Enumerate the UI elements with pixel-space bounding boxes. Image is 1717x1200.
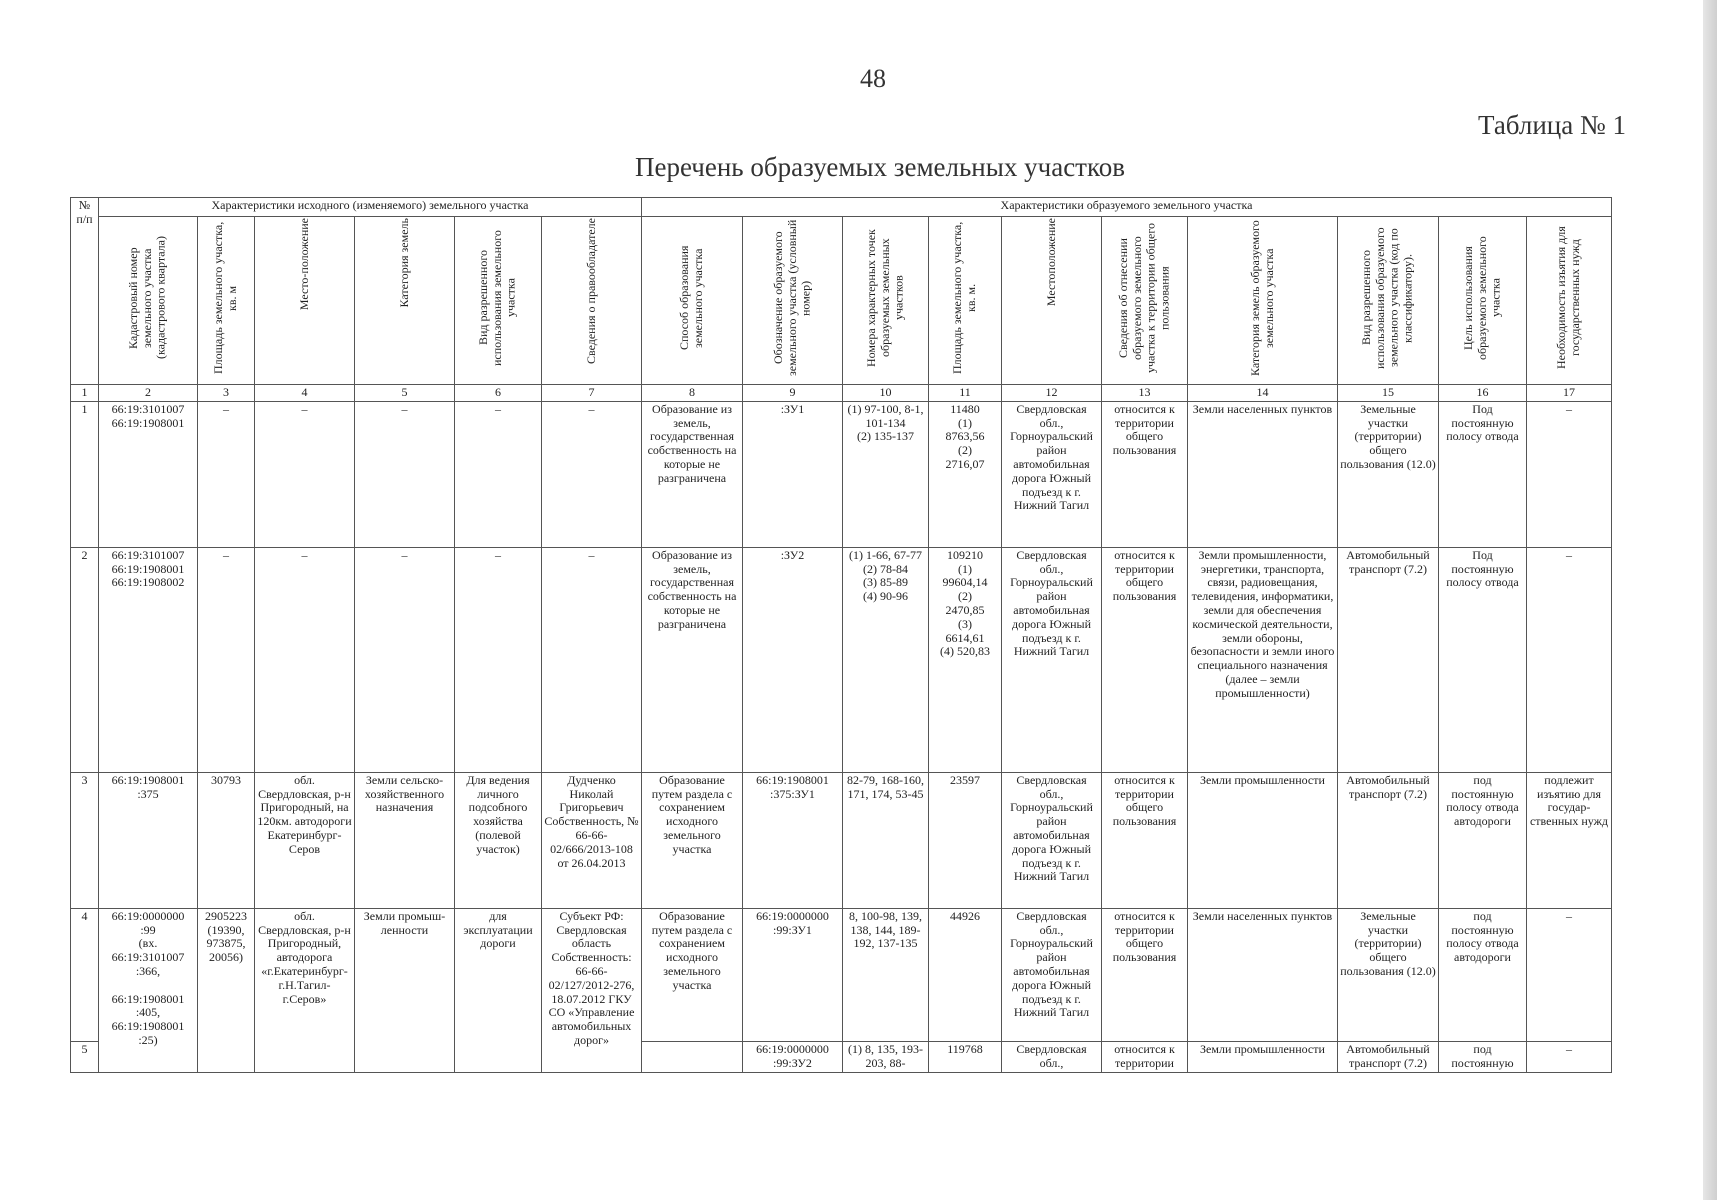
cell-purpose: Под постоянную полосу отвода xyxy=(1439,547,1527,772)
cell-formation-method: Образование из земель, государственная собственность на которые не разграничена xyxy=(642,401,743,547)
page-number: 48 xyxy=(860,64,886,93)
column-number: 15 xyxy=(1338,385,1439,402)
table-row xyxy=(71,908,1612,1041)
cell-formed-permitted-use: Земельные участки (территории) общего пользования (12.0) xyxy=(1338,908,1439,1041)
cell-public-use: относится к территории xyxy=(1102,1041,1188,1072)
row-number: 2 xyxy=(71,547,99,772)
cell-formation-method xyxy=(642,1041,743,1072)
column-number: 1 xyxy=(71,385,99,402)
cell-source-location: – xyxy=(255,401,355,547)
cell-source-location: обл. Свердловская, р-н Пригородный, автодорога «г.Екатеринбург-г.Н.Тагил-г.Серов» xyxy=(255,908,355,1072)
col-header-point-numbers: Номера характерных точек образуемых земельных участков xyxy=(843,217,929,385)
col-header-source-location: Место-положение xyxy=(255,217,355,385)
cell-formation-method: Образование путем раздела с сохранением исходного земельного участка xyxy=(642,908,743,1041)
col-header-cadastral-number: Кадастровый номер земельного участка (кадастрового квартала) xyxy=(99,217,198,385)
table-row xyxy=(71,401,1612,547)
cell-seizure: – xyxy=(1527,401,1612,547)
cell-point-numbers: (1) 8, 135, 193-203, 88- xyxy=(843,1041,929,1072)
cell-formation-method: Образование путем раздела с сохранением исходного земельного участка xyxy=(642,772,743,908)
column-number: 11 xyxy=(929,385,1002,402)
cell-formed-category: Земли населенных пунктов xyxy=(1188,908,1338,1041)
cell-seizure: подлежит изъятию для государ-ственных нужд xyxy=(1527,772,1612,908)
cell-source-location: обл. Свердловская, р-н Пригородный, на 120км. автодороги Екатеринбург-Серов xyxy=(255,772,355,908)
cell-source-area: – xyxy=(198,401,255,547)
col-header-source-area: Площадь земельного участка, кв. м xyxy=(198,217,255,385)
cell-designation: 66:19:0000000 :99:ЗУ1 xyxy=(743,908,843,1041)
cell-formed-permitted-use: Земельные участки (территории) общего пользования (12.0) xyxy=(1338,401,1439,547)
col-header-designation: Обозначение образуемого земельного участка (условный номер) xyxy=(743,217,843,385)
cell-source-category: Земли промыш-ленности xyxy=(355,908,455,1072)
cell-designation: :ЗУ2 xyxy=(743,547,843,772)
column-number: 9 xyxy=(743,385,843,402)
cell-source-area: – xyxy=(198,547,255,772)
cell-designation: 66:19:0000000 :99:ЗУ2 xyxy=(743,1041,843,1072)
cell-purpose: под постоянную полосу отвода автодороги xyxy=(1439,908,1527,1041)
column-number: 16 xyxy=(1439,385,1527,402)
cell-formed-category: Земли промышленности xyxy=(1188,772,1338,908)
cell-formed-category: Земли населенных пунктов xyxy=(1188,401,1338,547)
cell-cadastral-number: 66:19:3101007 66:19:1908001 xyxy=(99,401,198,547)
row-number: 1 xyxy=(71,401,99,547)
cell-formed-area: 119768 xyxy=(929,1041,1002,1072)
cell-formed-area: 109210 (1) 99604,14 (2) 2470,85 (3) 6614,61 (4) 520,83 xyxy=(929,547,1002,772)
cell-point-numbers: (1) 1-66, 67-77 (2) 78-84 (3) 85-89 (4) 90-96 xyxy=(843,547,929,772)
cell-source-area: 2905223 (19390, 973875, 20056) xyxy=(198,908,255,1072)
cell-purpose: под постоянную полосу отвода автодороги xyxy=(1439,772,1527,908)
column-number: 2 xyxy=(99,385,198,402)
cell-source-area: 30793 xyxy=(198,772,255,908)
col-header-purpose: Цель использования образуемого земельного участка xyxy=(1439,217,1527,385)
col-header-source-category: Категория земель xyxy=(355,217,455,385)
table-row xyxy=(71,772,1612,908)
column-number: 10 xyxy=(843,385,929,402)
column-number: 12 xyxy=(1002,385,1102,402)
col-header-owner: Сведения о правообладателе xyxy=(542,217,642,385)
cell-owner: – xyxy=(542,547,642,772)
column-number: 7 xyxy=(542,385,642,402)
cell-formed-category: Земли промышленности xyxy=(1188,1041,1338,1072)
row-number: 3 xyxy=(71,772,99,908)
column-number: 17 xyxy=(1527,385,1612,402)
cell-source-permitted-use: для эксплуатации дороги xyxy=(455,908,542,1072)
col-header-formed-area: Площадь земельного участка, кв. м. xyxy=(929,217,1002,385)
cell-public-use: относится к территории общего пользования xyxy=(1102,401,1188,547)
col-header-formed-category: Категория земель образуемого земельного участка xyxy=(1188,217,1338,385)
cell-formed-permitted-use: Автомобильный транспорт (7.2) xyxy=(1338,772,1439,908)
cell-source-permitted-use: Для ведения личного подсобного хозяйства (полевой участок) xyxy=(455,772,542,908)
cell-public-use: относится к территории общего пользования xyxy=(1102,547,1188,772)
col-header-formed-location: Местоположение xyxy=(1002,217,1102,385)
cell-formed-location: Свердловская обл., Горноуральский район автомобильная дорога Южный подъезд к г. Нижний Тагил xyxy=(1002,908,1102,1041)
cell-formed-permitted-use: Автомобильный транспорт (7.2) xyxy=(1338,1041,1439,1072)
cell-cadastral-number: 66:19:1908001 :375 xyxy=(99,772,198,908)
cell-formed-area: 44926 xyxy=(929,908,1002,1041)
cell-formed-category: Земли промышленности, энергетики, транспорта, связи, радиовещания, телевидения, информатики, земли для обеспечения космической деятельности, земли обороны, безопасности и земли иного специального назначения (далее – земли промышленности) xyxy=(1188,547,1338,772)
cell-source-permitted-use: – xyxy=(455,547,542,772)
column-number: 4 xyxy=(255,385,355,402)
document-title: Перечень образуемых земельных участков xyxy=(635,152,1125,182)
cell-seizure: – xyxy=(1527,547,1612,772)
land-plots-table-wrapper xyxy=(70,197,1612,1073)
cell-formed-location: Свердловская обл., Горноуральский район автомобильная дорога Южный подъезд к г. Нижний Тагил xyxy=(1002,401,1102,547)
group-header-formed: Характеристики образуемого земельного участка xyxy=(642,198,1612,217)
col-header-formed-permitted-use: Вид разрешенного использования образуемого земельного участка (код по классификатору). xyxy=(1338,217,1439,385)
land-plots-table xyxy=(70,197,1612,1073)
cell-source-category: – xyxy=(355,401,455,547)
cell-source-category: Земли сельско-хозяйственного назначения xyxy=(355,772,455,908)
cell-purpose: под постоянную xyxy=(1439,1041,1527,1072)
column-number: 6 xyxy=(455,385,542,402)
cell-formed-permitted-use: Автомобильный транспорт (7.2) xyxy=(1338,547,1439,772)
cell-designation: 66:19:1908001 :375:ЗУ1 xyxy=(743,772,843,908)
cell-owner: Субъект РФ: Свердловская область Собственность: 66-66-02/127/2012-276, 18.07.2012 ГКУ СО «Управление автомобильных дорог» xyxy=(542,908,642,1072)
cell-cadastral-number: 66:19:3101007 66:19:1908001 66:19:1908002 xyxy=(99,547,198,772)
row-number: 5 xyxy=(71,1041,99,1072)
col-header-formation-method: Способ образования земельного участка xyxy=(642,217,743,385)
cell-owner: Дудченко Николай Григорьевич Собственность, № 66-66-02/666/2013-108 от 26.04.2013 xyxy=(542,772,642,908)
cell-public-use: относится к территории общего пользования xyxy=(1102,908,1188,1041)
col-header-seizure: Необходимость изъятия для государственных нужд xyxy=(1527,217,1612,385)
table-label: Таблица № 1 xyxy=(1478,110,1626,140)
column-number: 8 xyxy=(642,385,743,402)
cell-cadastral-number: 66:19:0000000 :99 (вх. 66:19:3101007 :366, 66:19:1908001 :405, 66:19:1908001 :25) xyxy=(99,908,198,1072)
cell-source-permitted-use: – xyxy=(455,401,542,547)
column-number: 14 xyxy=(1188,385,1338,402)
column-number-row xyxy=(71,385,1612,402)
cell-designation: :ЗУ1 xyxy=(743,401,843,547)
header-num: № п/п xyxy=(71,198,99,385)
column-number: 5 xyxy=(355,385,455,402)
cell-formed-location: Свердловская обл., xyxy=(1002,1041,1102,1072)
group-header-source: Характеристики исходного (изменяемого) земельного участка xyxy=(99,198,642,217)
cell-formed-area: 11480 (1) 8763,56 (2) 2716,07 xyxy=(929,401,1002,547)
cell-source-location: – xyxy=(255,547,355,772)
cell-point-numbers: 82-79, 168-160, 171, 174, 53-45 xyxy=(843,772,929,908)
cell-point-numbers: (1) 97-100, 8-1, 101-134 (2) 135-137 xyxy=(843,401,929,547)
table-row xyxy=(71,547,1612,772)
cell-seizure: – xyxy=(1527,908,1612,1041)
cell-owner: – xyxy=(542,401,642,547)
cell-formation-method: Образование из земель, государственная собственность на которые не разграничена xyxy=(642,547,743,772)
cell-point-numbers: 8, 100-98, 139, 138, 144, 189-192, 137-135 xyxy=(843,908,929,1041)
row-number: 4 xyxy=(71,908,99,1041)
cell-public-use: относится к территории общего пользования xyxy=(1102,772,1188,908)
col-header-source-permitted-use: Вид разрешенного использования земельного участка xyxy=(455,217,542,385)
column-number: 13 xyxy=(1102,385,1188,402)
cell-source-category: – xyxy=(355,547,455,772)
cell-formed-area: 23597 xyxy=(929,772,1002,908)
column-number: 3 xyxy=(198,385,255,402)
cell-purpose: Под постоянную полосу отвода xyxy=(1439,401,1527,547)
cell-seizure: – xyxy=(1527,1041,1612,1072)
cell-formed-location: Свердловская обл., Горноуральский район автомобильная дорога Южный подъезд к г. Нижний Тагил xyxy=(1002,772,1102,908)
cell-formed-location: Свердловская обл., Горноуральский район автомобильная дорога Южный подъезд к г. Нижний Тагил xyxy=(1002,547,1102,772)
col-header-public-use: Сведения об отнесении образуемого земельного участка к территории общего пользования xyxy=(1102,217,1188,385)
